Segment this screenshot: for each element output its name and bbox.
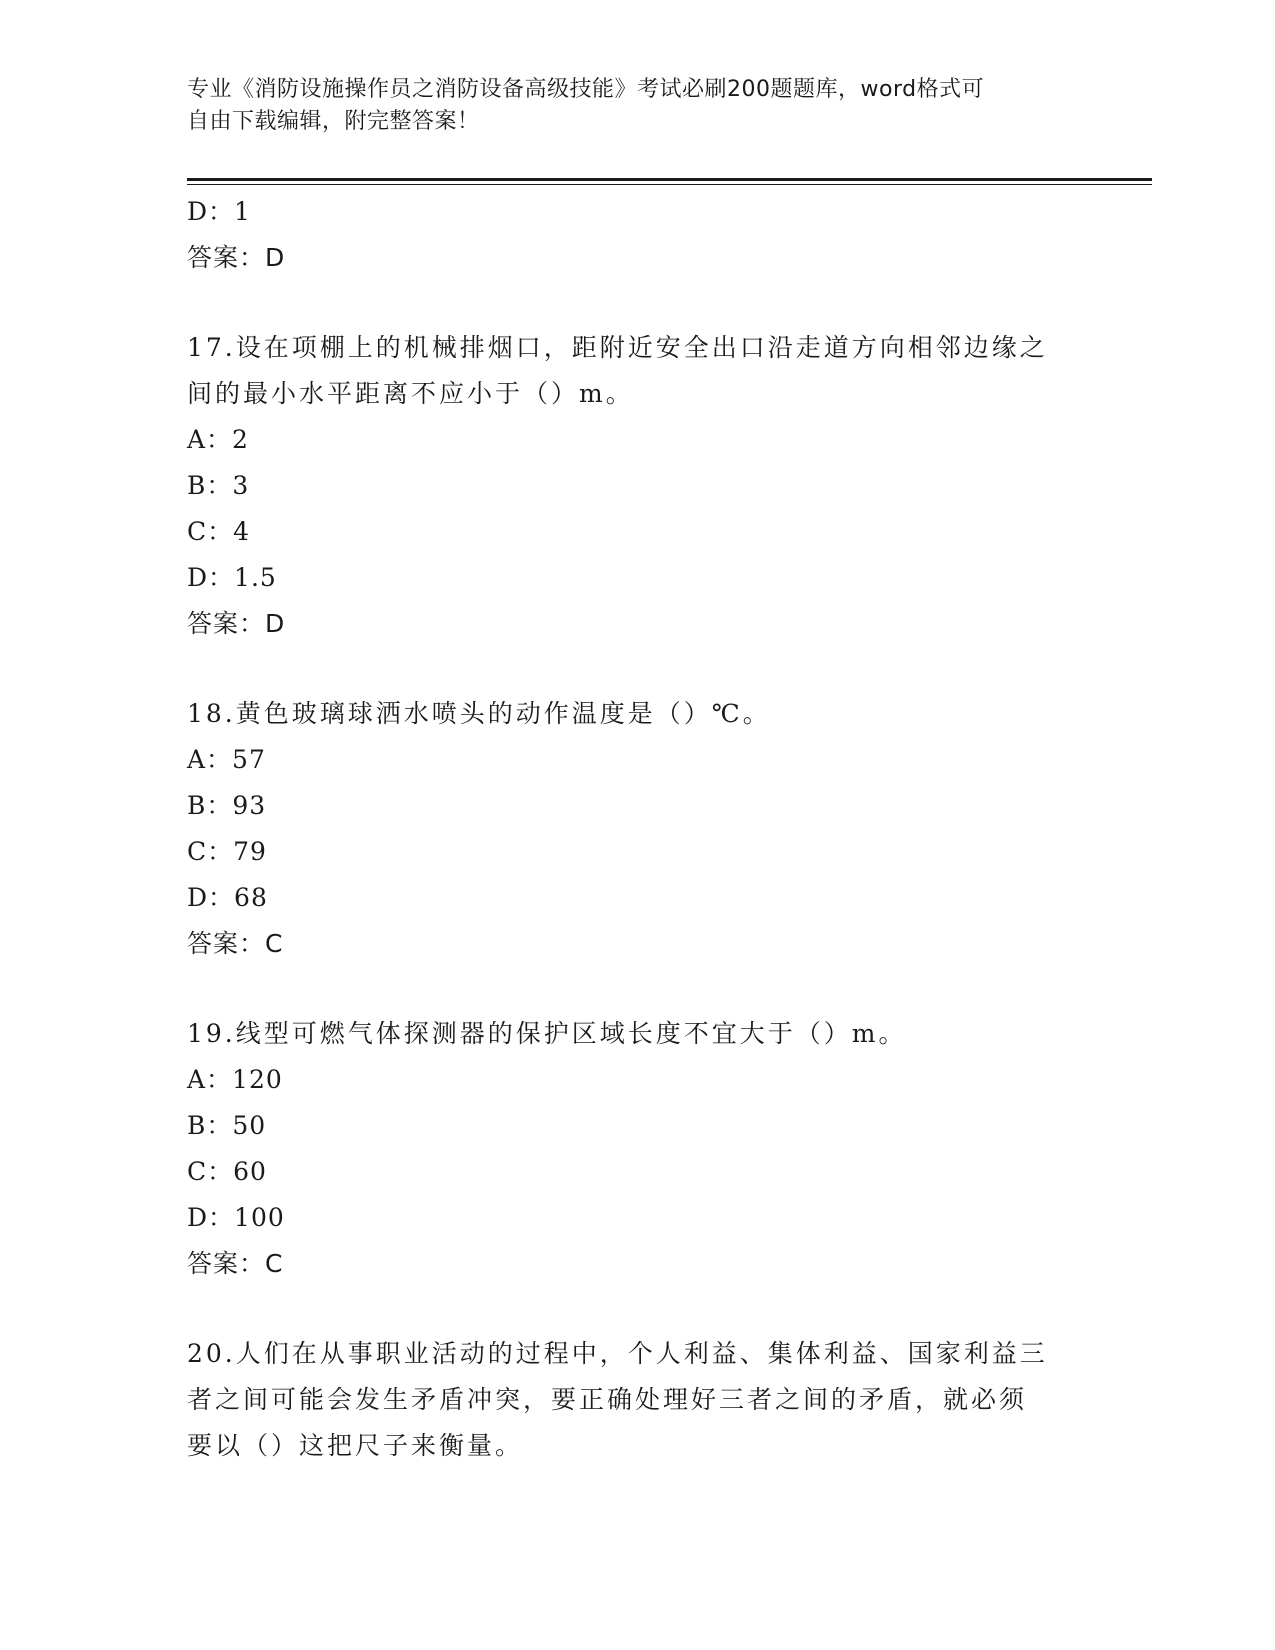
question-17-option-c: C：4 — [187, 517, 251, 546]
question-17 — [187, 325, 1087, 647]
question-20-stem-line-3: 要以（）这把尺子来衡量。 — [187, 1431, 524, 1460]
question-20 — [187, 1331, 1087, 1469]
question-18-answer: 答案：C — [187, 929, 284, 958]
prev-answer: 答案：D — [187, 243, 286, 272]
question-19-answer: 答案：C — [187, 1249, 284, 1278]
question-18-option-c: C：79 — [187, 837, 267, 866]
question-17-answer: 答案：D — [187, 609, 286, 638]
question-19-option-d: D：100 — [187, 1203, 285, 1232]
question-17-option-d: D：1.5 — [187, 563, 277, 592]
prev-option-d: D：1 — [187, 197, 251, 226]
header-rule-thick — [187, 178, 1152, 181]
header-rule-thin — [187, 184, 1152, 185]
question-19-option-b: B：50 — [187, 1111, 267, 1140]
question-19 — [187, 1011, 1087, 1287]
question-19-option-a: A：120 — [187, 1065, 283, 1094]
header-line-2: 自由下载编辑，附完整答案！ — [187, 109, 480, 134]
question-18 — [187, 691, 1087, 967]
question-20-stem-line-1: 20.人们在从事职业活动的过程中，个人利益、集体利益、国家利益三 — [187, 1339, 1048, 1368]
question-20-stem-line-2: 者之间可能会发生矛盾冲突，要正确处理好三者之间的矛盾，就必须 — [187, 1385, 1028, 1414]
question-17-stem-line-1: 17.设在项棚上的机械排烟口，距附近安全出口沿走道方向相邻边缘之 — [187, 333, 1048, 362]
question-18-stem-line-1: 18.黄色玻璃球洒水喷头的动作温度是（）℃。 — [187, 699, 771, 728]
document-header — [187, 74, 1067, 138]
question-18-option-d: D：68 — [187, 883, 268, 912]
question-list — [187, 189, 1087, 1469]
question-19-option-c: C：60 — [187, 1157, 267, 1186]
question-18-option-a: A：57 — [187, 745, 266, 774]
question-17-stem-line-2: 间的最小水平距离不应小于（）m。 — [187, 379, 634, 408]
question-17-option-b: B：3 — [187, 471, 250, 500]
header-line-1: 专业《消防设施操作员之消防设备高级技能》考试必刷200题题库，word格式可 — [187, 77, 985, 102]
question-18-option-b: B：93 — [187, 791, 267, 820]
question-19-stem-line-1: 19.线型可燃气体探测器的保护区域长度不宜大于（）m。 — [187, 1019, 907, 1048]
question-17-option-a: A：2 — [187, 425, 249, 454]
